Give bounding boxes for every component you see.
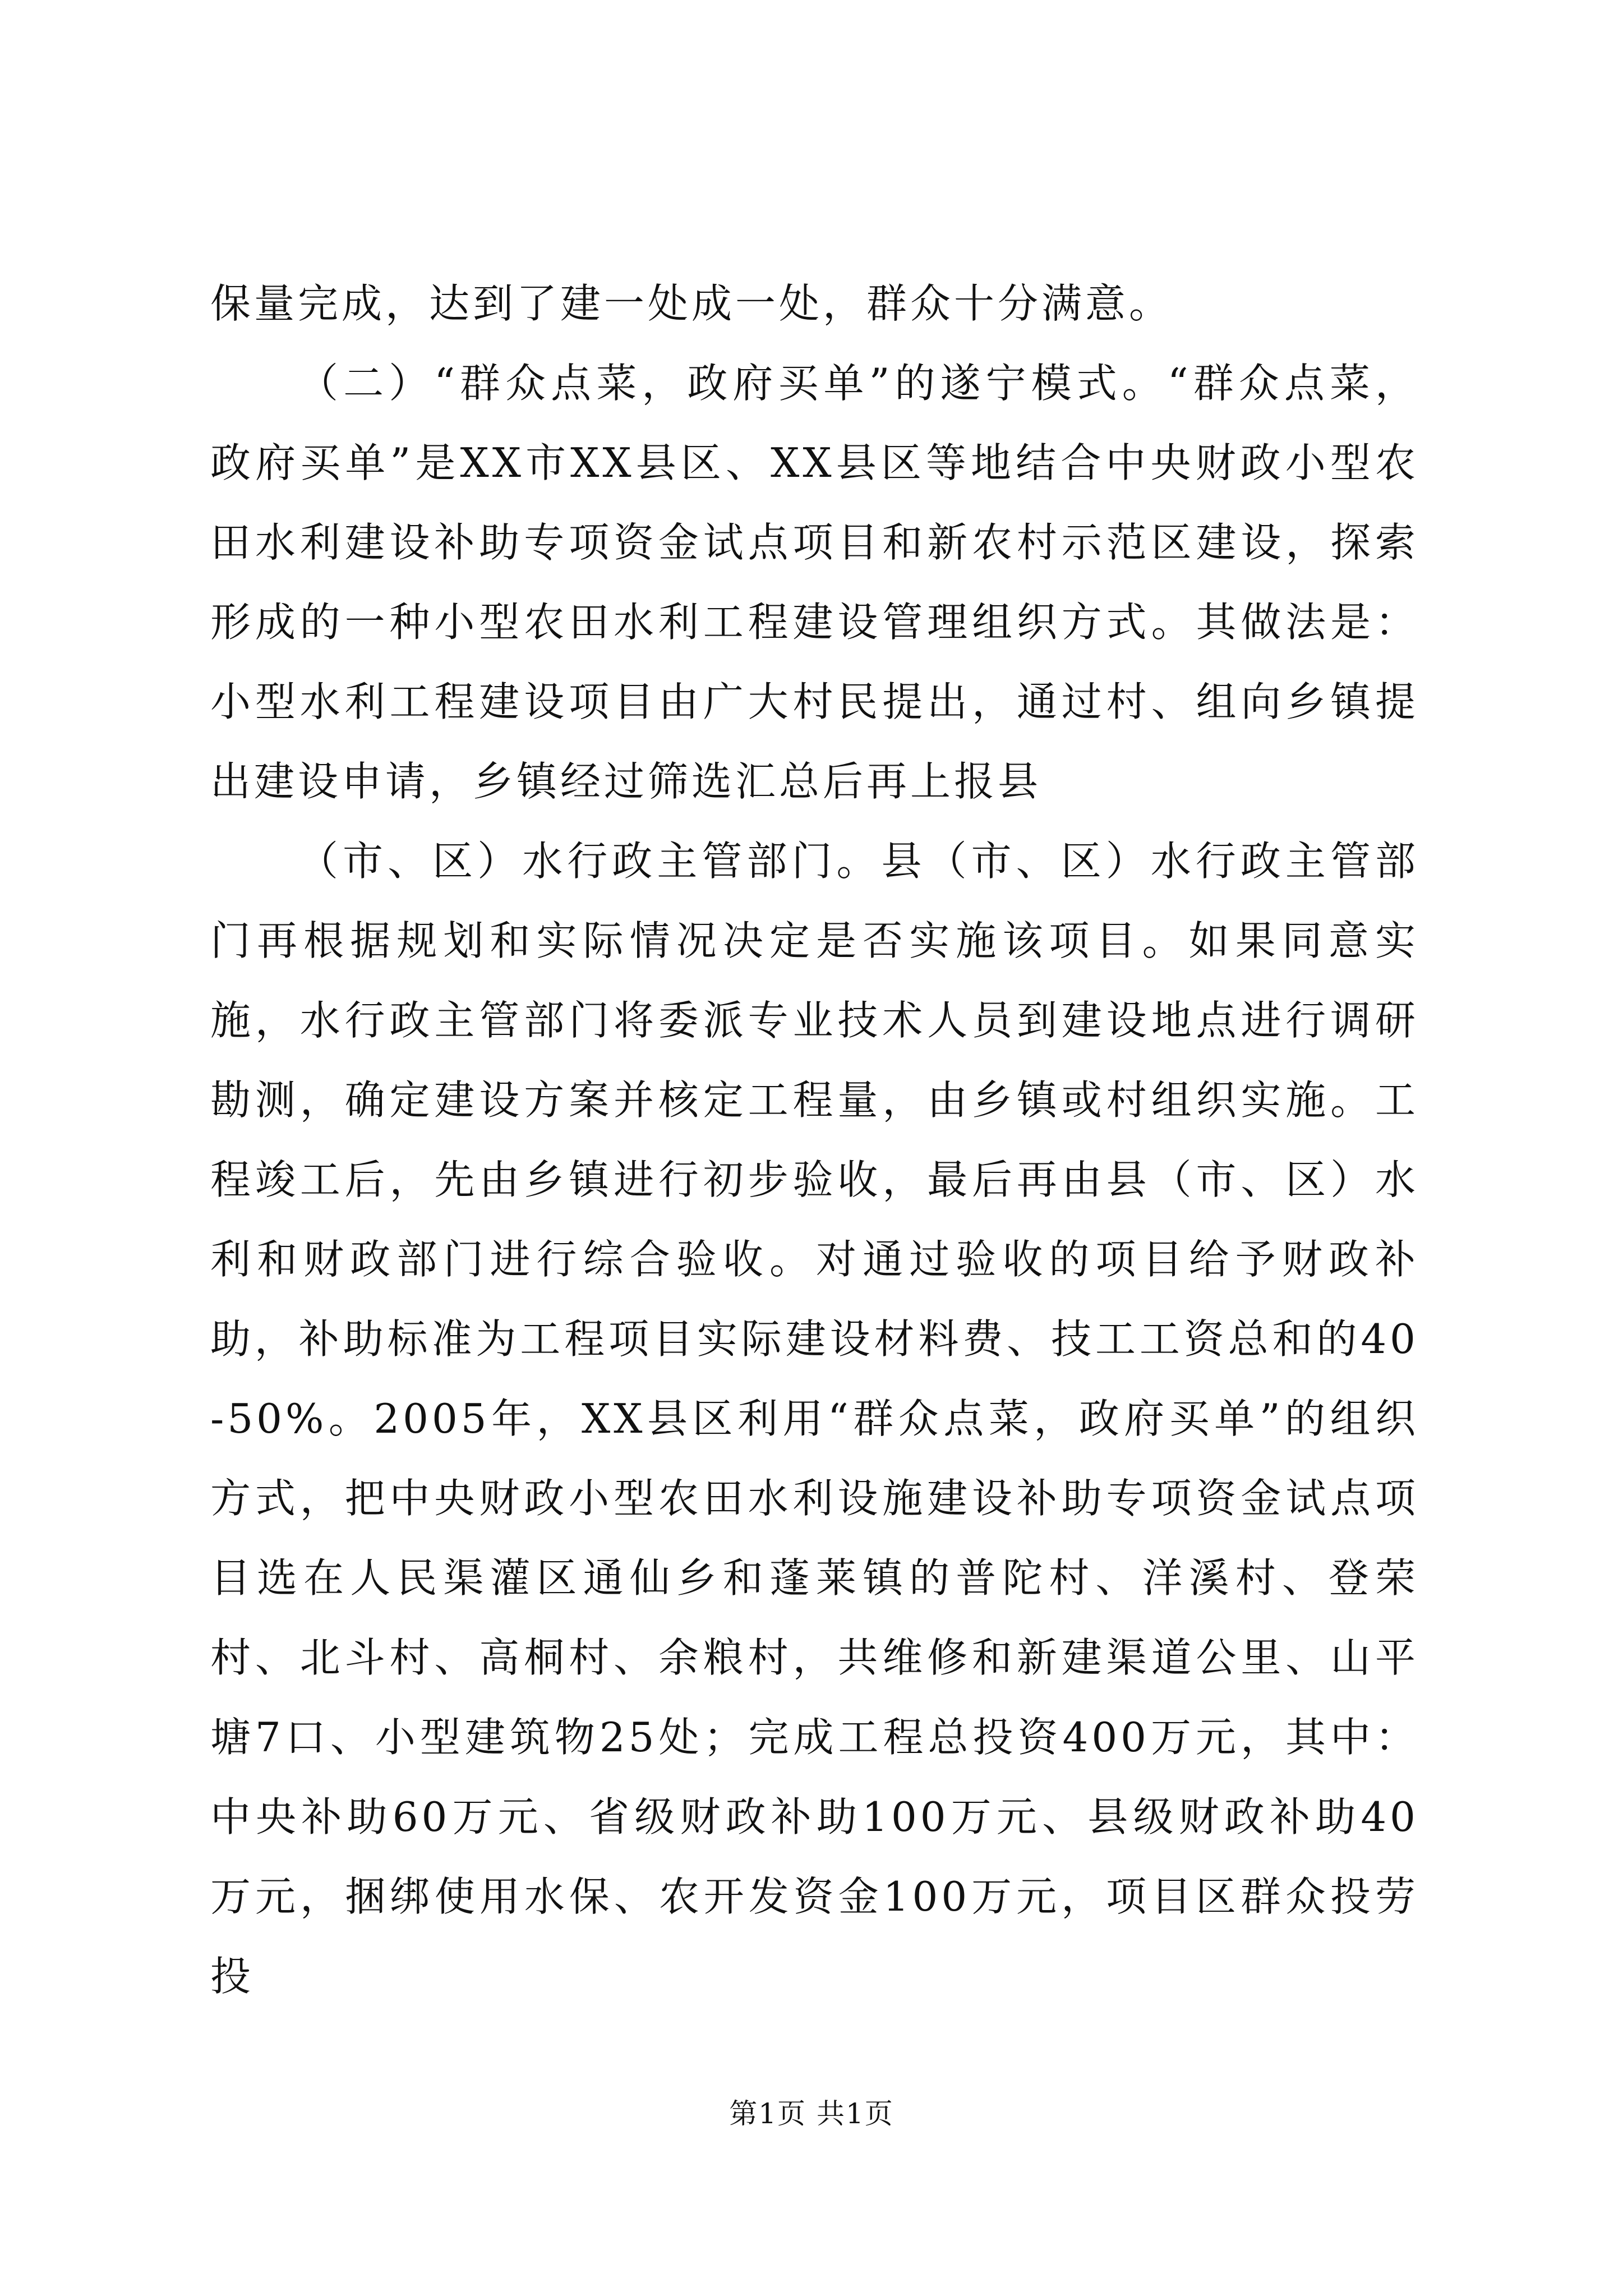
- document-body: [210, 264, 1419, 2016]
- paragraph-2: （二）“群众点菜，政府买单”的遂宁模式。“群众点菜，政府买单”是XX市XX县区、XX县区等地结合中央财政小型农田水利建设补助专项资金试点项目和新农村示范区建设，探索形成的一种小型农田水利工程建设管理组织方式。其做法是：小型水利工程建设项目由广大村民提出，通过村、组向乡镇提出建设申请，乡镇经过筛选汇总后再上报县: [210, 360, 1419, 805]
- paragraph-1: 保量完成，达到了建一处成一处，群众十分满意。: [210, 280, 1173, 327]
- page-footer: 第1页 共1页: [729, 2097, 894, 2130]
- paragraph-3: （市、区）水行政主管部门。县（市、区）水行政主管部门再根据规划和实际情况决定是否实施该项目。如果同意实施，水行政主管部门将委派专业技术人员到建设地点进行调研勘测，确定建设方案并核定工程量，由乡镇或村组织实施。工程竣工后，先由乡镇进行初步验收，最后再由县（市、区）水利和财政部门进行综合验收。对通过验收的项目给予财政补助，补助标准为工程项目实际建设材料费、技工工资总和的40-50%。2005年，XX县区利用“群众点菜，政府买单”的组织方式，把中央财政小型农田水利设施建设补助专项资金试点项目选在人民渠灌区通仙乡和蓬莱镇的普陀村、洋溪村、登荣村、北斗村、高桐村、余粮村，共维修和新建渠道公里、山平塘7口、小型建筑物25处；完成工程总投资400万元，其中：中央补助60万元、省级财政补助100万元、县级财政补助40万元，捆绑使用水保、农开发资金100万元，项目区群众投劳投: [210, 838, 1419, 2000]
